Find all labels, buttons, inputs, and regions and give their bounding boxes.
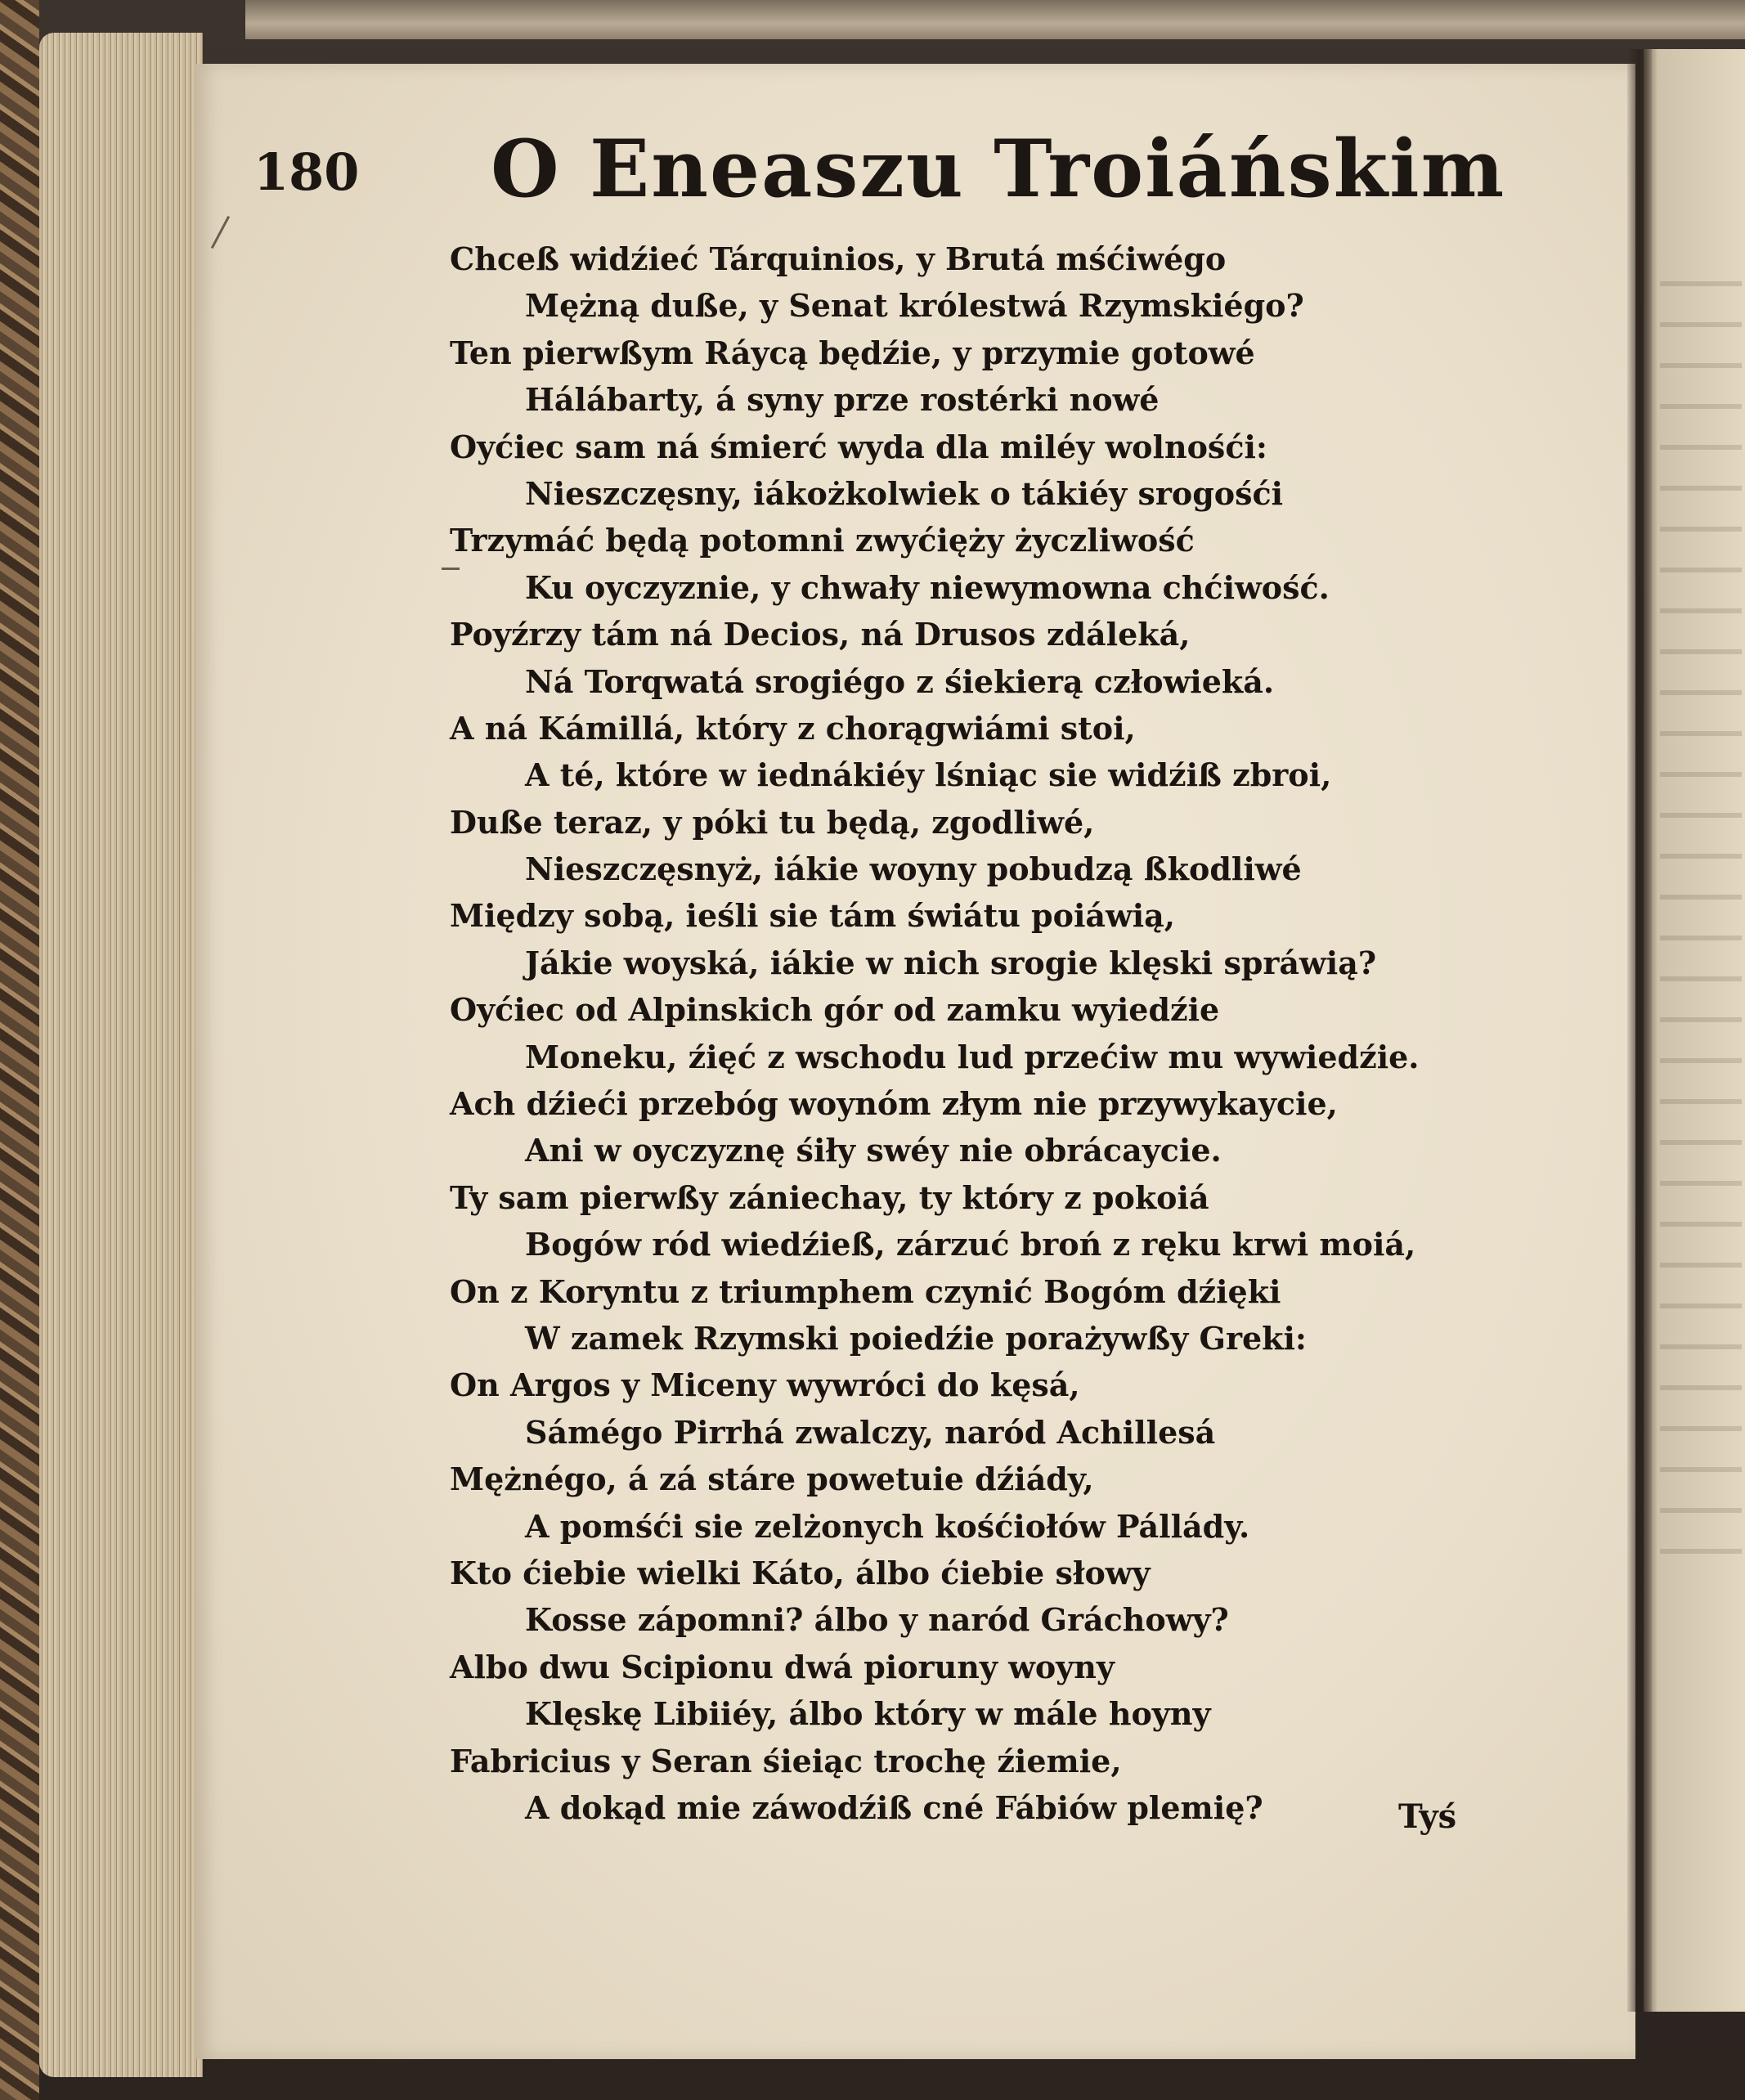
verse-line: Klęskę Libiiéy, álbo który w mále hoyny — [525, 1695, 1211, 1733]
verse-line: Mężnégo, á zá stáre powetuie dźiády, — [450, 1461, 1094, 1498]
verse-line: Oyćiec od Alpinskich gór od zamku wyiedźie — [450, 991, 1220, 1029]
running-head — [253, 123, 1506, 254]
verse-text — [450, 236, 1480, 1831]
verse-line: Chceß widźieć Tárquinios, y Brutá mśćiwégo — [450, 240, 1227, 277]
verse-line: Nieszczęsnyż, iákie woyny pobudzą ßkodliwé — [525, 850, 1302, 888]
verse-line: Jákie woyská, iákie w nich srogie klęski spráwią? — [525, 944, 1377, 981]
verse-line: Hálábarty, á syny prze rostérki nowé — [525, 381, 1160, 419]
verse-line: Trzymáć będą potomni zwyćięży życzliwość — [450, 522, 1195, 559]
page-number: 180 — [253, 142, 360, 202]
binding-edge — [245, 0, 1745, 39]
verse-line: A ná Kámillá, który z chorągwiámi stoi, — [450, 709, 1136, 747]
verse-line: Ani w oyczyznę śiły swéy nie obrácaycie. — [525, 1132, 1222, 1169]
catchword: Tyś — [1398, 1797, 1457, 1836]
verse-line: On z Koryntu z triumphem czynić Bogóm dźięki — [450, 1272, 1281, 1310]
verse-line: Ach dźieći przebóg woynóm złym nie przywykaycie, — [450, 1085, 1338, 1123]
facing-page-text-ghost — [1660, 245, 1742, 1554]
verse-line: Duße teraz, y póki tu będą, zgodliwé, — [450, 803, 1095, 841]
verse-line: Kosse zápomni? álbo y naród Gráchowy? — [525, 1601, 1229, 1639]
verse-line: Bogów ród wiedźieß, zárzuć broń z ręku krwi moiá, — [525, 1226, 1416, 1263]
verse-line: Moneku, źięć z wschodu lud przećiw mu wywiedźie. — [525, 1038, 1420, 1075]
verse-line: Oyćiec sam ná śmierć wyda dla miléy wolnośći: — [450, 428, 1267, 465]
running-title: O Eneaszu Troiáńskim — [491, 123, 1506, 215]
verse-line: A té, które w iednákiéy lśniąc sie widźiß zbroi, — [525, 756, 1332, 794]
verse-line: Nieszczęsny, iákożkolwiek o tákiéy srogośći — [525, 474, 1284, 512]
verse-line: Ku oyczyznie, y chwały niewymowna chćiwość. — [525, 568, 1330, 606]
verse-line: Między sobą, ieśli sie tám świátu poiáwią, — [450, 897, 1176, 935]
page-stack-edge — [39, 33, 203, 2077]
verse-line: Poyźrzy tám ná Decios, ná Drusos zdáleká, — [450, 616, 1191, 653]
gutter-shadow — [1627, 49, 1652, 2012]
verse-line: On Argos y Miceny wywróci do kęsá, — [450, 1366, 1080, 1404]
verse-line: Ten pierwßym Ráycą będźie, y przymie gotowé — [450, 334, 1255, 371]
verse-line: Sámégo Pirrhá zwalczy, naród Achillesá — [525, 1413, 1216, 1451]
verse-line: Ná Torqwatá srogiégo z śiekierą człowieká. — [525, 662, 1275, 700]
verse-line: Albo dwu Scipionu dwá pioruny woyny — [450, 1648, 1115, 1685]
marbled-cover-edge — [0, 0, 39, 2100]
verse-line: W zamek Rzymski poiedźie porażywßy Greki: — [525, 1319, 1307, 1357]
verse-line: Mężną duße, y Senat królestwá Rzymskiégo? — [525, 287, 1304, 325]
verse-line: Ty sam pierwßy zániechay, ty który z pokoiá — [450, 1178, 1209, 1216]
verse-line: Kto ćiebie wielki Káto, álbo ćiebie słowy — [450, 1554, 1151, 1591]
verse-line: Fabricius y Seran śieiąc trochę źiemie, — [450, 1742, 1122, 1779]
verse-line: A pomśći sie zelżonych kośćiołów Pállády. — [525, 1507, 1250, 1545]
verse-line: A dokąd mie záwodźiß cné Fábiów plemię? — [525, 1788, 1263, 1826]
